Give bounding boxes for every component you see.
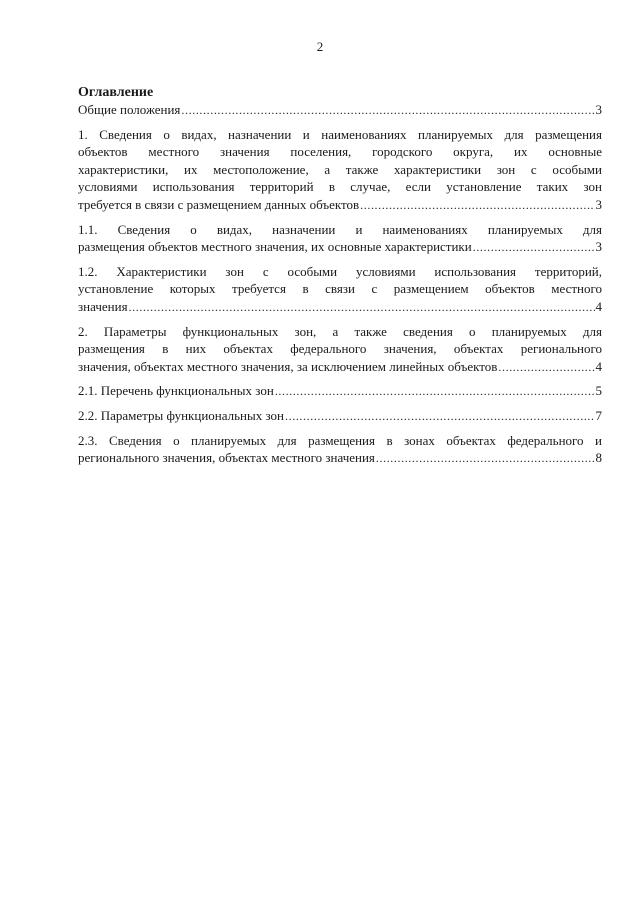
toc-entry-line: 1.1. Сведения о видах, назначении и наименованиях планируемых для <box>78 221 602 237</box>
toc-entry-page-number: 4 <box>595 298 602 314</box>
toc-entry-line: размещения в них объектах федерального значения, объектах регионального <box>78 341 602 357</box>
toc-entry-title: размещения объектов местного значения, их основные характеристики <box>78 239 472 255</box>
toc-entry-page-number: 7 <box>595 407 602 423</box>
toc-title: Оглавление <box>78 85 154 100</box>
dot-leader <box>376 450 595 468</box>
toc-entry-page-number: 3 <box>595 102 602 117</box>
dot-leader <box>360 197 594 215</box>
toc-entry-last-line <box>78 449 602 468</box>
toc-entry[interactable] <box>78 432 602 468</box>
toc-entry[interactable] <box>78 263 602 317</box>
toc-entry-line: установление которых требуется в связи с размещением объектов местного <box>78 281 602 297</box>
toc-entry-page-number: 3 <box>595 239 602 255</box>
toc-entry-title: 2.2. Параметры функциональных зон <box>78 407 285 423</box>
toc-entry-last-line <box>78 382 602 401</box>
toc-entry-line: 2. Параметры функциональных зон, а также сведения о планируемых для <box>78 323 602 339</box>
toc-entry-last-line <box>78 358 602 377</box>
toc-entry-page-number: 5 <box>595 383 602 399</box>
toc-entry-last-line <box>78 196 602 215</box>
table-of-contents <box>78 101 602 474</box>
toc-entry-last-line <box>78 407 602 426</box>
toc-entry-last-line <box>78 101 602 120</box>
toc-entry[interactable] <box>78 221 602 257</box>
toc-entry[interactable] <box>78 323 602 377</box>
toc-entry[interactable] <box>78 101 602 120</box>
page-number: 2 <box>316 39 324 54</box>
toc-entry[interactable] <box>78 126 602 215</box>
toc-entry-page-number: 3 <box>595 196 602 212</box>
toc-entry-line: 1. Сведения о видах, назначении и наименованиях планируемых для размещения <box>78 126 602 142</box>
toc-entry-line: 1.2. Характеристики зон с особыми условиями использования территорий, <box>78 263 602 279</box>
toc-entry-line: 2.3. Сведения о планируемых для размещения в зонах объектах федерального и <box>78 432 602 448</box>
toc-entry-line: условиями использования территорий в случае, если установление таких зон <box>78 179 602 195</box>
toc-entry-title: 2.1. Перечень функциональных зон <box>78 383 274 399</box>
toc-entry-last-line <box>78 238 602 257</box>
toc-entry-title: требуется в связи с размещением данных объектов <box>78 196 360 212</box>
toc-entry[interactable] <box>78 382 602 401</box>
toc-entry-title: регионального значения, объектах местного значения <box>78 450 375 466</box>
toc-entry-title: значения, объектах местного значения, за исключением линейных объектов <box>78 358 498 374</box>
toc-entry-last-line <box>78 298 602 317</box>
dot-leader <box>275 383 595 401</box>
toc-entry-line: характеристики, их местоположение, а также характеристики зон с особыми <box>78 161 602 177</box>
toc-entry-page-number: 8 <box>595 450 602 466</box>
toc-entry-page-number: 4 <box>595 358 602 374</box>
toc-entry-title: значения <box>78 298 128 314</box>
dot-leader <box>498 359 594 377</box>
toc-entry-title: Общие положения <box>78 102 181 117</box>
toc-entry-line: объектов местного значения поселения, городского округа, их основные <box>78 144 602 160</box>
toc-entry[interactable] <box>78 407 602 426</box>
dot-leader <box>285 408 594 426</box>
dot-leader <box>181 102 594 120</box>
dot-leader <box>473 239 595 257</box>
dot-leader <box>129 299 595 317</box>
